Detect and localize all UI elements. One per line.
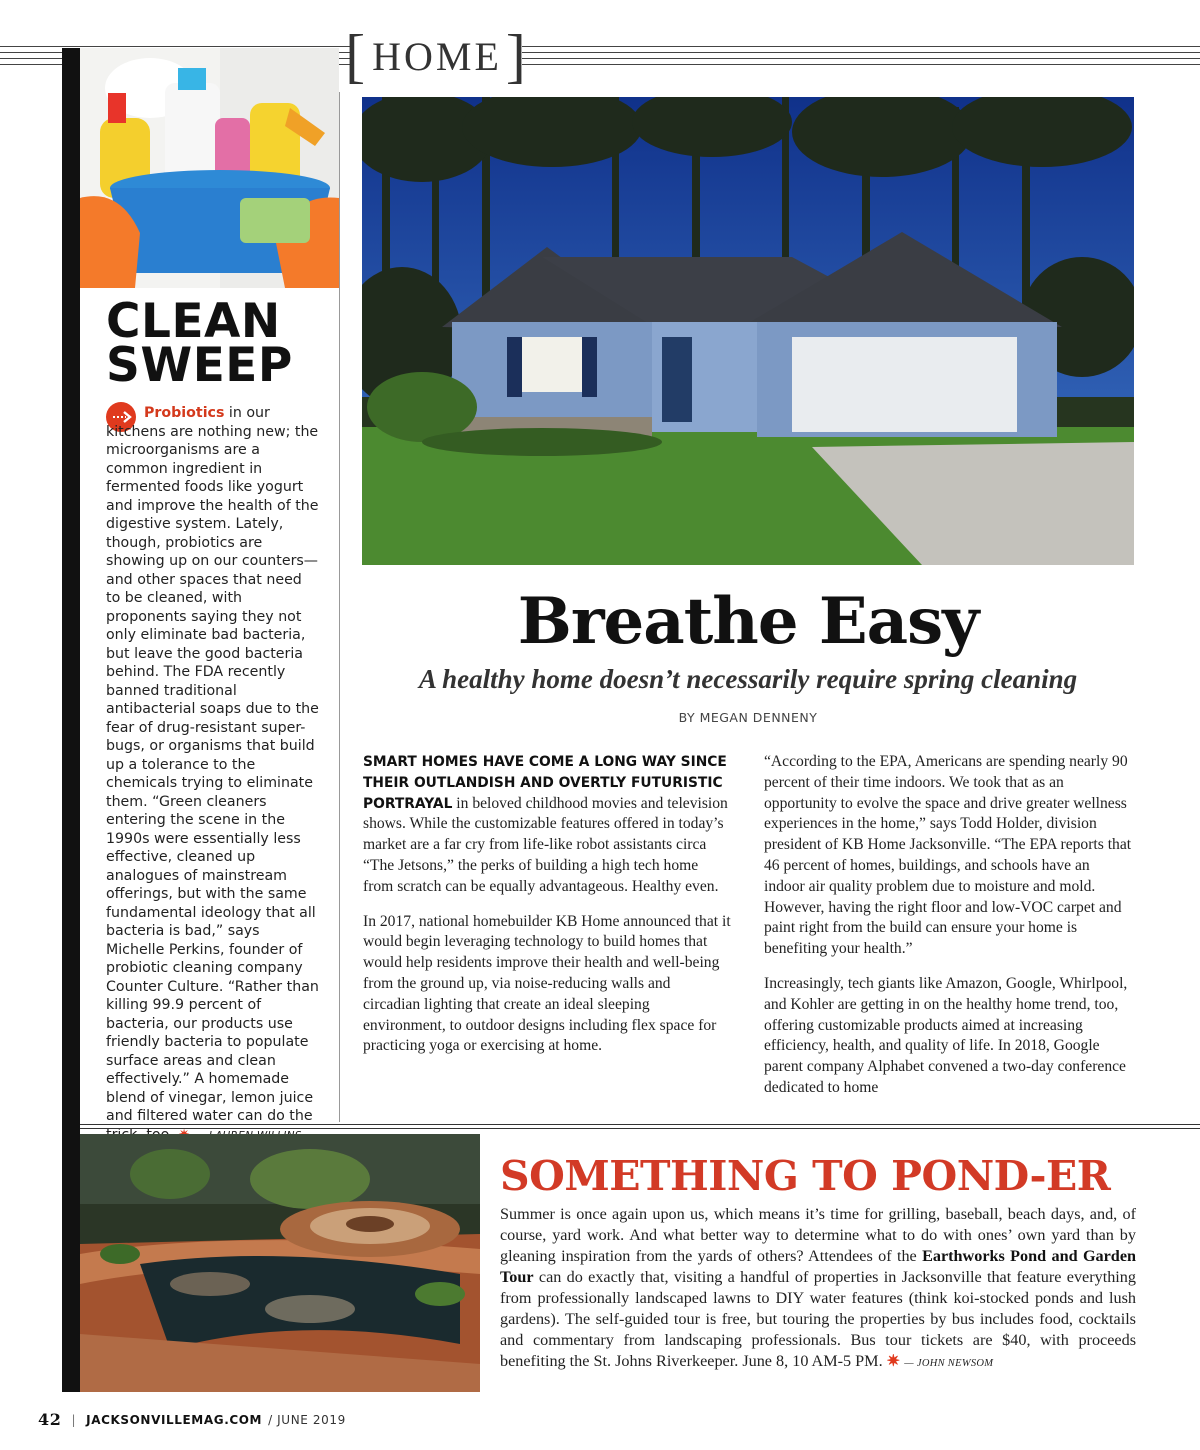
article-byline: BY MEGAN DENNENY [678,710,818,725]
section-divider [80,1128,1200,1129]
sidebar-title-line1: CLEAN [106,294,281,349]
section-divider [80,1124,1200,1125]
footer-site: JACKSONVILLEMAG.COM [86,1412,263,1427]
sidebar-lead-word: Probiotics [144,405,225,421]
pond-text-part: can do exactly that, visiting a handful of properties in Jacksonville that feature everything from professionally landscaped lawns to DIY water features (think koi-stocked ponds and lush gardens). The self-guided tour is free, but touring the properties by bus includes food, cocktails and commentary from landscaping professionals. Bus tour tickets are $40, with proceeds benefiting the St. Johns Riverkeeper. June 8, 10 AM-5 PM. [500,1268,1136,1370]
footer-issue: / JUNE 2019 [268,1412,346,1427]
article-paragraph [363,752,731,898]
column-divider [339,92,340,1122]
sidebar-title-line2: SWEEP [106,338,293,393]
sidebar-body-text: in our kitchens are nothing new; the microorganisms are a common ingredient in fermented foods like yogurt and improve the health of the digestive system. Lately, though, probiotics are showing up on our counters—and other spaces that need to be cleaned, with proponents saying they not only eliminate bad bacteria, but leave the good bacteria behind. The FDA recently banned traditional antibacterial soaps due to the fear of drug-resistant super-bugs, or organisms that build up a tolerance to the chemicals trying to eliminate them. “Green cleaners entering the scene in the 1990s were essentially less effective, cleaned up analogues of mainstream offerings, but with the same fundamental ideology that all bacteria is bad,” says Michelle Perkins, founder of probiotic cleaning company Counter Culture. “Rather than killing 99.9 percent of bacteria, our products use friendly bacteria to populate surface areas and clean effectively.” A homemade blend of vinegar, lemon juice and filtered water can do the [106,405,319,1124]
article-column-right [764,752,1134,1099]
pond-section-body [500,1204,1136,1374]
left-black-bar [62,48,80,1392]
pond-text-part: Summer is once again upon us, which means it’s time for grilling, baseball, beach days, and, of course, yard work. And what better way to determine what to do with ones’ own yard than by gleaning inspiration from the yards of others? Attendees of the [500,1205,1136,1265]
cleaning-supplies-photo [80,48,339,288]
page-footer [38,1410,346,1429]
article-paragraph: “According to the EPA, Americans are spending nearly 90 percent of their time indoors. We took that as an opportunity to evolve the space and drive greater wellness experiences in the home,” says Todd Holder, division president of KB Home Jacksonville. “The EPA reports that 46 percent of homes, buildings, and schools have an indoor air quality problem due to moisture and mold. However, having the right floor and low-VOC carpet and paint right from the build can ensure your home is benefiting your health.” [764,753,1132,958]
page-number: 42 [38,1410,62,1429]
star-end-mark-icon: ✷ [886,1352,901,1370]
bracket-right: ] [505,23,529,89]
footer-separator: | [71,1412,77,1427]
article-paragraph: In 2017, national homebuilder KB Home announced that it would begin leveraging technology to build homes that would help residents improve their health and well-being from the ground up, via noise-reducing walls and circadian lighting that create an ideal sleeping environment, to outdoor designs including flex space for practicing yoga or exercising at home. [363,912,731,1055]
section-label [345,23,529,89]
header-rule [0,46,1200,47]
pond-credit: — JOHN NEWSOM [904,1358,994,1369]
article-deck: A healthy home doesn’t necessarily require spring cleaning [418,664,1078,694]
sidebar-title [106,294,336,393]
article-paragraph-text: in beloved childhood movies and television shows. While the customizable features offered in today’s market are a far cry from life-like robot assistants circa “The Jetsons,” the perks of building a high tech home from scratch can be equally advantageous. Healthy even. [363,794,728,895]
article-headline: Breathe Easy [517,584,979,659]
pond-section-title: SOMETHING TO POND-ER [500,1152,1111,1200]
article-column-left [363,752,731,1057]
article-paragraph: Increasingly, tech giants like Amazon, Google, Whirlpool, and Kohler are getting in on the healthy home trend, too, offering customizable products aimed at increasing efficiency, health, and quality of life. In 2018, Google parent company Alphabet convened a two-day conference dedicated to home [764,974,1128,1096]
article-lead-caps: SMART HOMES HAVE COME A LONG WAY SINCE THEIR OUTLANDISH AND OVERTLY FUTURISTIC PORTRAYAL [363,754,727,812]
bracket-left: [ [345,23,369,89]
house-photo [362,97,1134,565]
pond-event-name: Earthworks Pond and Garden Tour [500,1247,1137,1286]
section-label-text: HOME [372,33,502,79]
pond-garden-photo [80,1134,480,1392]
sidebar-body [106,404,320,1145]
